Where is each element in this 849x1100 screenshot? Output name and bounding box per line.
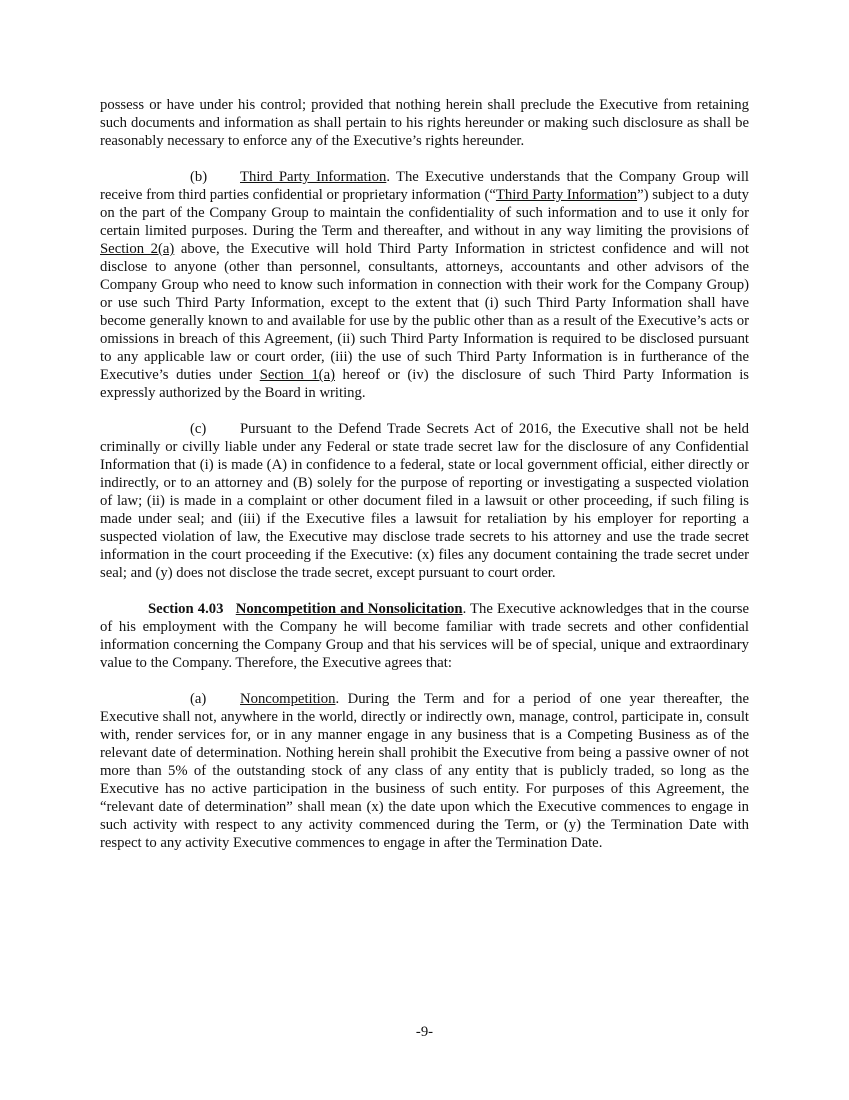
- section-gap: [223, 601, 235, 617]
- paragraph-c-defend-trade-secrets: [100, 420, 749, 582]
- clause-heading: Noncompetition: [240, 691, 336, 707]
- paragraph-text: above, the Executive will hold Third Party Information in strictest confidence and will not disclose to anyone (other than personnel, consultants, attorneys, accountants and other advisors of the Company Group who need to know such information in connection with their work for the Company Group) or use such Third Party Information, except to the extent that (i) such Third Party Information shall have become generally known to and available for use by the public other than as a result of the Executive’s acts or omissions in breach of this Agreement, (ii) such Third Party Information is required to be disclosed pursuant to any applicable law or court order, (iii) the use of such Third Party Information is in furtherance of the Executive’s duties under: [100, 241, 749, 383]
- defined-term: Third Party Information: [495, 187, 638, 203]
- paragraph-a-noncompetition: [100, 690, 749, 852]
- document-page: [100, 96, 749, 870]
- paragraph-text: hereof or (iv) the disclosure of such Third Party Information is expressly authorized by the Board in writing.: [100, 367, 750, 401]
- section-reference: Section 1(a): [259, 367, 335, 383]
- section-4-03-paragraph: [100, 600, 749, 672]
- section-heading: Noncompetition and Nonsolicitation: [235, 601, 463, 617]
- clause-number: (b): [190, 169, 208, 185]
- section-reference: Section 2(a): [100, 241, 175, 257]
- section-label: Section 4.03: [148, 601, 224, 617]
- paragraph-text: possess or have under his control; provided that nothing herein shall preclude the Executive from retaining such documents and information as shall pertain to his rights hereunder or making such disclosure as shall be reasonably necessary to enforce any of the Executive’s rights hereunder.: [100, 97, 749, 149]
- clause-number: (a): [190, 691, 207, 707]
- paragraph-text: . During the Term and for a period of one year thereafter, the Executive shall not, anywhere in the world, directly or indirectly own, manage, control, participate in, consult with, render services for, or in any manner engage in any business that is a Competing Business as of the relevant date of determination. Nothing herein shall prohibit the Executive from being a passive owner of not more than 5% of the outstanding stock of any class of any entity that is publicly traded, so long as the Executive has no active participation in the business of such entity. For purposes of this Agreement, the “relevant date of determination” shall mean (x) the date upon which the Executive commences to engage in such activity with respect to any activity commenced during the Term, or (y) the Termination Date with respect to any activity Executive commences to engage in after the Termination Date.: [100, 691, 749, 851]
- paragraph-text: . The Executive understands that the Company Group will receive from third parties confidential or proprietary information (“: [100, 169, 749, 203]
- clause-number: (c): [190, 421, 207, 437]
- paragraph-continuation: [100, 96, 749, 150]
- paragraph-text: . The Executive acknowledges that in the course of his employment with the Company he will become familiar with trade secrets and other confidential information concerning the Company Group and that his services will be of special, unique and extraordinary value to the Company. Therefore, the Executive agrees that:: [100, 601, 750, 671]
- clause-heading: Third Party Information: [240, 169, 387, 185]
- paragraph-b-third-party-information: [100, 168, 749, 402]
- paragraph-text: Pursuant to the Defend Trade Secrets Act of 2016, the Executive shall not be held criminally or civilly liable under any Federal or state trade secret law for the disclosure of any Confidential Information that (i) is made (A) in confidence to a federal, state or local government official, either directly or indirectly, or to an attorney and (B) solely for the purpose of reporting or investigating a suspected violation of law; (ii) is made in a complaint or other document filed in a lawsuit or other proceeding, if such filing is made under seal; and (iii) if the Executive files a lawsuit for retaliation by his employer for reporting a suspected violation of law, the Executive may disclose trade secrets to his attorney and use the trade secret information in the court proceeding if the Executive: (x) files any document containing the trade secret under seal; and (y) does not disclose the trade secret, except pursuant to court order.: [100, 421, 749, 581]
- paragraph-text: ”) subject to a duty on the part of the Company Group to maintain the confidentiality of such information and to use it only for certain limited purposes. During the Term and thereafter, and without in any way limiting the provisions of: [100, 187, 749, 239]
- page-number: -9-: [415, 1024, 434, 1040]
